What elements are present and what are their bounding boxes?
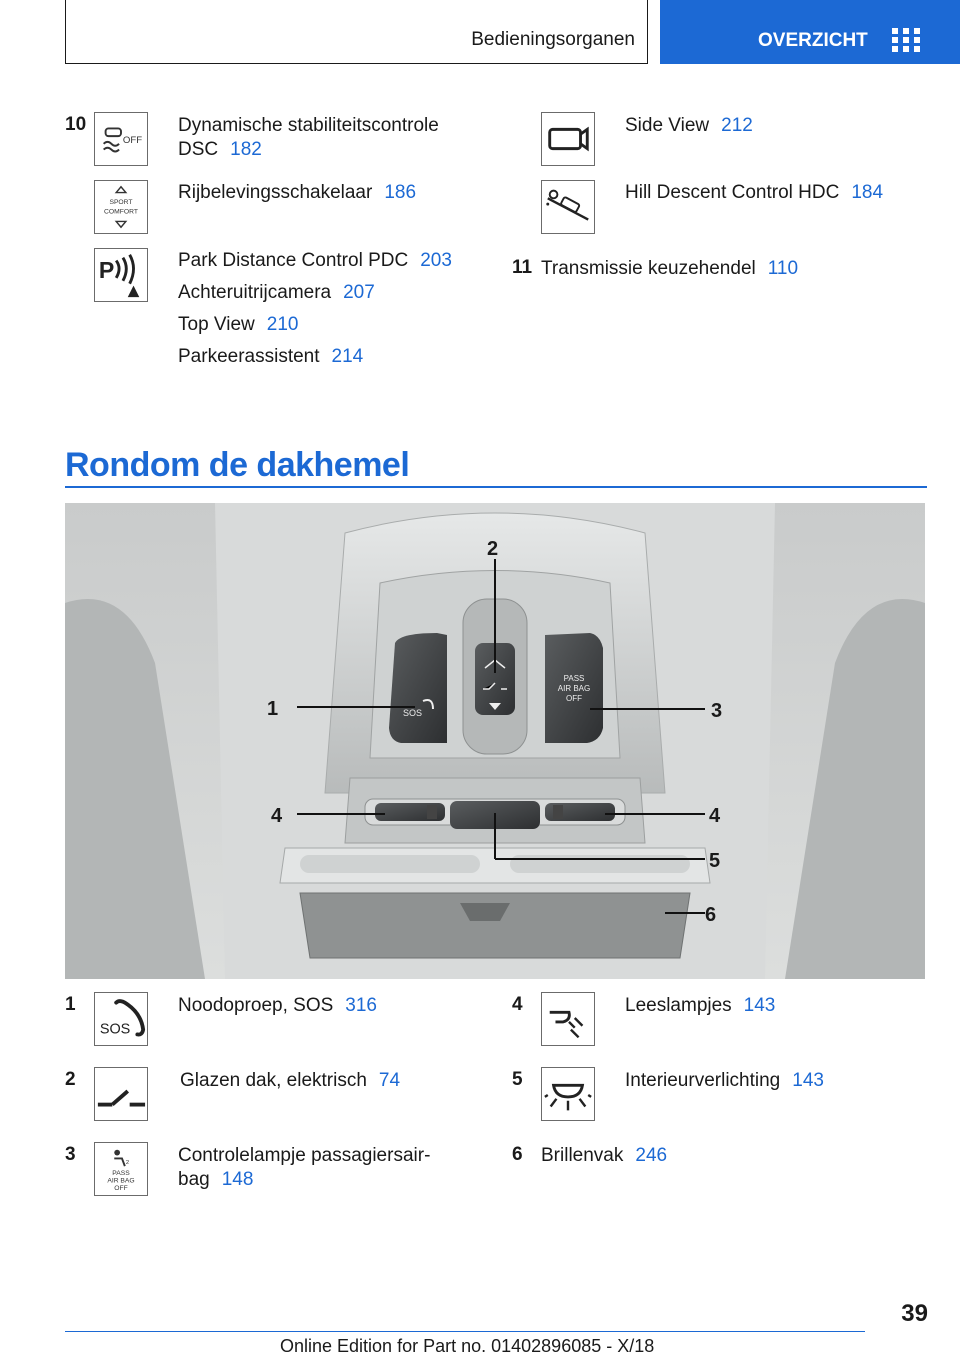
svg-text:SPORT: SPORT <box>109 199 133 207</box>
svg-text:OFF: OFF <box>566 694 582 703</box>
interior-light-entry <box>625 1069 824 1093</box>
grid-menu-icon <box>892 28 920 52</box>
header-chapter-label: OVERZICHT <box>758 30 868 51</box>
callout-1: 1 <box>267 698 279 720</box>
callout-4-left: 4 <box>271 805 283 827</box>
reading-light-icon <box>541 992 595 1046</box>
hdc-page-link[interactable]: 184 <box>851 182 884 203</box>
driving-switch-entry <box>178 181 416 205</box>
driving-switch-page-link[interactable]: 186 <box>384 182 417 203</box>
header-section-title: Bedieningsorganen <box>471 29 635 50</box>
side-view-icon <box>541 112 595 166</box>
svg-text:P: P <box>98 256 115 283</box>
reverse-camera-label: Achteruitrijcamera <box>178 282 332 303</box>
interior-light-label: Interieurverlichting <box>625 1070 781 1091</box>
callout-4-right: 4 <box>709 805 721 827</box>
footer-edition: Online Edition for Part no. 01402896085 - X/18 <box>280 1336 655 1356</box>
top-view-page-link[interactable]: 210 <box>266 314 299 335</box>
sunroof-icon <box>94 1067 148 1121</box>
section-title-rule <box>65 486 927 488</box>
svg-text:AIR BAG: AIR BAG <box>107 1177 135 1185</box>
item-number: 4 <box>512 994 523 1015</box>
sunroof-label: Glazen dak, elektrisch <box>180 1070 367 1091</box>
airbag-entry <box>178 1144 430 1192</box>
parking-assistant-label: Parkeerassistent <box>178 346 320 367</box>
callout-6: 6 <box>705 904 717 926</box>
reading-light-page-link[interactable]: 143 <box>743 995 776 1016</box>
interior-light-icon <box>541 1067 595 1121</box>
item-number: 2 <box>65 1069 76 1090</box>
sos-icon <box>94 992 148 1046</box>
svg-text:PASS: PASS <box>112 1169 130 1177</box>
callout-2: 2 <box>487 538 499 560</box>
dsc-entry <box>178 114 439 162</box>
footer-rule <box>65 1331 865 1332</box>
header-chapter-tab[interactable] <box>660 0 960 64</box>
airbag-page-link[interactable]: 148 <box>221 1169 254 1190</box>
hdc-label: Hill Descent Control HDC <box>625 182 840 203</box>
driving-switch-label: Rijbelevingsschakelaar <box>178 182 373 203</box>
transmission-entry <box>541 257 798 281</box>
side-view-label: Side View <box>625 115 710 136</box>
glasses-box-entry <box>541 1144 667 1168</box>
pdc-label: Park Distance Control PDC <box>178 250 409 271</box>
item-number: 10 <box>65 114 87 135</box>
hdc-entry <box>625 181 883 205</box>
glasses-box-label: Brillenvak <box>541 1145 624 1166</box>
top-view-label: Top View <box>178 314 255 335</box>
svg-text:OFF: OFF <box>114 1185 128 1193</box>
pdc-page-link[interactable]: 203 <box>420 250 452 271</box>
sunroof-page-link[interactable]: 74 <box>378 1070 401 1091</box>
svg-text:2: 2 <box>125 1160 130 1167</box>
dsc-page-link[interactable]: 182 <box>230 139 262 160</box>
airbag-label-line1: Controlelampje passagiersair- <box>178 1145 431 1166</box>
interior-light-page-link[interactable]: 143 <box>792 1070 824 1091</box>
callout-3: 3 <box>711 700 723 722</box>
pdc-entry <box>178 249 452 377</box>
svg-text:SOS: SOS <box>403 708 423 718</box>
transmission-label: Transmissie keuzehendel <box>541 258 756 279</box>
roof-console-illustration <box>65 503 925 979</box>
dsc-label-line1: Dynamische stabiliteitscontrole <box>178 115 439 136</box>
side-view-entry <box>625 114 753 138</box>
sos-label: Noodoproep, SOS <box>178 995 334 1016</box>
hill-descent-icon <box>541 180 595 234</box>
svg-text:SOS: SOS <box>99 1021 131 1038</box>
item-number: 6 <box>512 1144 523 1165</box>
item-number: 5 <box>512 1069 523 1090</box>
item-number: 3 <box>65 1144 76 1165</box>
glasses-box-page-link[interactable]: 246 <box>635 1145 668 1166</box>
sport-comfort-icon <box>94 180 148 234</box>
airbag-label-line2: bag <box>178 1169 210 1190</box>
svg-text:COMFORT: COMFORT <box>104 208 138 216</box>
transmission-page-link[interactable]: 110 <box>767 258 799 279</box>
item-number: 11 <box>512 257 533 278</box>
sos-entry <box>178 994 377 1018</box>
page-number: 39 <box>901 1300 928 1327</box>
reverse-camera-page-link[interactable]: 207 <box>343 282 375 303</box>
reading-light-entry <box>625 994 775 1018</box>
pdc-icon <box>94 248 148 302</box>
svg-text:PASS: PASS <box>563 674 585 683</box>
section-title: Rondom de dakhemel <box>65 446 410 484</box>
dsc-off-icon <box>94 112 148 166</box>
side-view-page-link[interactable]: 212 <box>721 115 753 136</box>
passenger-airbag-icon <box>94 1142 148 1196</box>
sunroof-entry <box>180 1069 400 1093</box>
svg-text:OFF: OFF <box>122 134 143 146</box>
sos-page-link[interactable]: 316 <box>345 995 377 1016</box>
reading-light-label: Leeslampjes <box>625 995 732 1016</box>
dsc-label-line2: DSC <box>178 139 219 160</box>
parking-assistant-page-link[interactable]: 214 <box>331 346 364 367</box>
callout-5: 5 <box>709 850 721 872</box>
svg-text:AIR BAG: AIR BAG <box>557 684 591 693</box>
item-number: 1 <box>65 994 76 1015</box>
header-section-box <box>65 0 648 64</box>
